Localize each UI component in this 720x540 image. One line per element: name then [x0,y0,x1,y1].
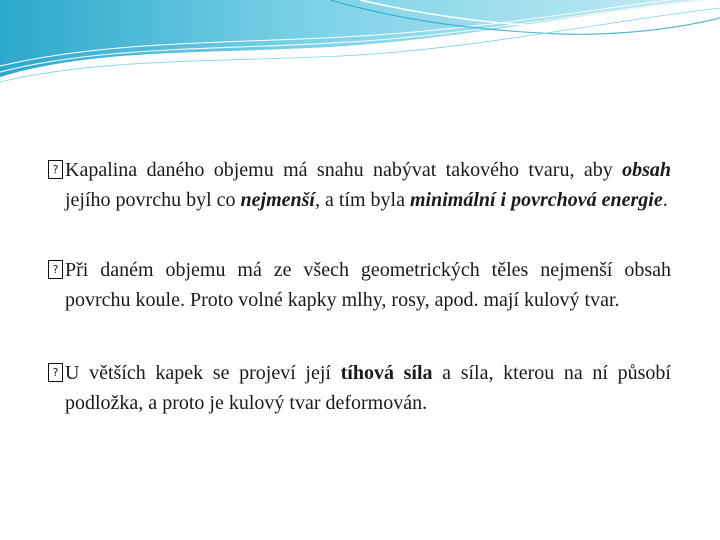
paragraph-sphere-shape [48,255,671,315]
text-segment: a síla, kterou na ní působí podložka, a proto je kulový tvar deformován. [65,362,671,414]
emphasis-tihova-sila: tíhová síla [340,362,433,384]
bullet-placeholder-icon: ? [48,260,63,279]
header-wave-decoration [0,0,720,90]
paragraph-large-drops [48,358,671,418]
emphasis-obsah: obsah [622,159,671,181]
slide-content [48,155,671,418]
text-segment: . [662,189,668,211]
text-segment: Kapalina daného objemu má snahu nabývat takového tvaru, aby [65,159,623,181]
text-segment: U větších kapek se projeví její [65,362,341,384]
bullet-placeholder-icon: ? [48,363,63,382]
text-segment: , a tím byla [314,189,410,211]
paragraph-surface-minimum [48,155,671,215]
emphasis-minimalni-energie: minimální i povrchová energie [409,189,663,211]
text-segment: Při daném objemu má ze všech geometrických těles nejmenší obsah povrchu koule. Proto volné kapky mlhy, rosy, apod. mají kulový tvar. [65,259,671,311]
text-segment: jejího povrchu byl co [65,189,241,211]
bullet-placeholder-icon: ? [48,160,63,179]
emphasis-nejmensi: nejmenší [240,189,315,211]
